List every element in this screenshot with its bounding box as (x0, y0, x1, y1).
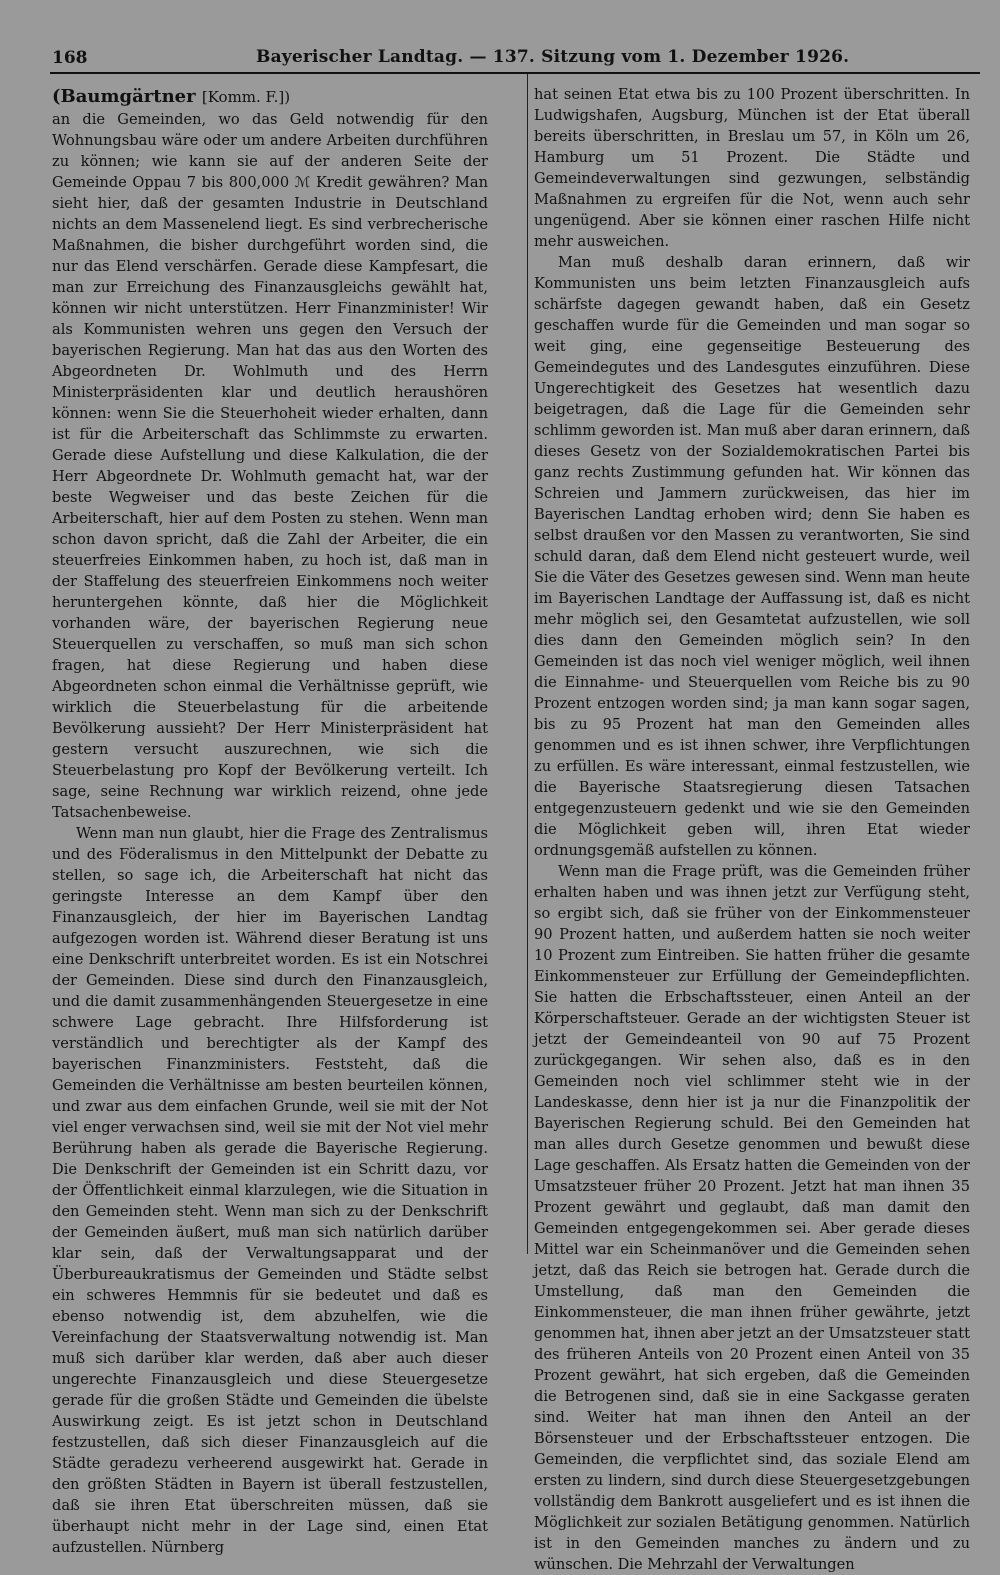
paragraph: an die Gemeinden, wo das Geld notwendig für den Wohnungsbau wäre oder um andere Arbeiten durchführen zu können; wie kann sie auf der anderen Seite der Gemeinde Oppau 7 bis 800,000 ℳ Kredit gewähren? Man sieht hier, daß der gesamten Industrie in Deutschland nichts an dem Massenelend liegt. Es sind verbrecherische Maßnahmen, die bisher durchgeführt worden sind, die nur das Elend verschärfen. Gerade diese Kampfesart, die man zur Erreichung des Finanzausgleichs gewählt hat, können wir nicht unterstützen. Herr Finanzminister! Wir als Kommunisten wehren uns gegen den Versuch der bayerischen Regierung. Man hat das aus den Worten des Abgeordneten Dr. Wohlmuth und des Herrn Ministerpräsidenten klar und deutlich heraushören können: wenn Sie die Steuerhoheit wieder erhalten, dann ist für die Arbeiterschaft das Schlimmste zu erwarten. Gerade diese Aufstellung und diese Kalkulation, die der Herr Abgeordnete Dr. Wohlmuth gemacht hat, war der beste Wegweiser und das beste Zeichen für die Arbeiterschaft, hier auf dem Posten zu stehen. Wenn man schon davon spricht, daß die Zahl der Arbeiter, die ein steuerfreies Einkommen haben, zu hoch ist, daß man in der Staffelung des steuerfreien Einkommens noch weiter heruntergehen könnte, daß hier die Möglichkeit vorhanden wäre, der bayerischen Regierung neue Steuerquellen zu verschaffen, so muß man sich schon fragen, hat diese Regierung und haben diese Abgeordneten schon einmal die Verhältnisse geprüft, wie wirklich die Steuerbelastung für die arbeitende Bevölkerung aussieht? Der Herr Ministerpräsident hat gestern versucht auszurechnen, wie sich die Steuerbelastung pro Kopf der Bevölkerung verteilt. Ich sage, seine Rechnung war wirklich reizend, ohne jede Tatsachenbeweise. (52, 111, 488, 821)
page-header (50, 44, 980, 74)
speaker-party: [Komm. F.]) (201, 88, 291, 106)
speaker-heading (52, 86, 488, 107)
right-column (534, 84, 970, 1575)
paragraph: Wenn man die Frage prüft, was die Gemeinden früher erhalten haben und was ihnen jetzt zur Verfügung steht, so ergibt sich, daß sie früher von der Einkommensteuer 90 Prozent hatten, und außerdem hatten sie noch weiter 10 Prozent zum Eintreiben. Sie hatten früher die gesamte Einkommensteuer zur Erfüllung der Gemeindepflichten. Sie hatten die Erbschaftssteuer, einen Anteil an der Körperschaftsteuer. Gerade an der wichtigsten Steuer ist jetzt der Gemeindeanteil von 90 auf 75 Prozent zurückgegangen. Wir sehen also, daß es in den Gemeinden noch viel schlimmer steht wie in der Landeskasse, denn hier ist ja nur die Finanzpolitik der Bayerischen Regierung schuld. Bei den Gemeinden hat man alles durch Gesetze genommen und bewußt diese Lage geschaffen. Als Ersatz hatten die Gemeinden von der Umsatzsteuer früher 20 Prozent. Jetzt hat man ihnen 35 Prozent gewährt und geglaubt, daß man damit den Gemeinden entgegengekommen sei. Aber gerade dieses Mittel war ein Scheinmanöver und die Gemeinden sehen jetzt, daß das Reich sie betrogen hat. Gerade durch die Umstellung, daß man den Gemeinden die Einkommensteuer, die man ihnen früher gewährte, jetzt genommen hat, ihnen aber jetzt an der Umsatzsteuer statt des früheren Anteils von 20 Prozent einen Anteil von 35 Prozent gewährt, hat sich ergeben, daß die Gemeinden die Betrogenen sind, daß sie in eine Sackgasse geraten sind. Weiter hat man ihnen den Anteil an der Börsensteuer und der Erbschaftssteuer entzogen. Die Gemeinden, die verpflichtet sind, das soziale Elend am ersten zu lindern, sind durch diese Steuergesetzgebungen vollständig dem Bankrott ausgeliefert und es ist ihnen die Möglichkeit zur sozialen Betätigung genommen. Natürlich ist in den Gemeinden manches zu ändern und zu wünschen. Die Mehrzahl der Verwaltungen (534, 863, 970, 1573)
speaker-name: (Baumgärtner (52, 86, 196, 107)
column-divider (527, 74, 528, 1254)
running-head: Bayerischer Landtag. — 137. Sitzung vom 1. Dezember 1926. (256, 47, 850, 67)
left-column (52, 86, 488, 1558)
paragraph: Man muß deshalb daran erinnern, daß wir Kommunisten uns beim letzten Finanzausgleich aufs schärfste dagegen gewandt haben, daß ein Gesetz geschaffen wurde für die Gemeinden und man sogar so weit ging, eine gegenseitige Besteuerung des Gemeindegutes und des Landesgutes einzuführen. Diese Ungerechtigkeit des Gesetzes hat wesentlich dazu beigetragen, daß die Lage für die Gemeinden sehr schlimm geworden ist. Man muß aber daran erinnern, daß dieses Gesetz von der Sozialdemokratischen Partei bis ganz rechts Zustimmung gefunden hat. Wir können das Schreien und Jammern zurückweisen, das hier im Bayerischen Landtag erhoben wird; denn Sie haben es selbst draußen vor den Massen zu verantworten, Sie sind schuld daran, daß dem Elend nicht gesteuert wurde, weil Sie die Väter des Gesetzes gewesen sind. Wenn man heute im Bayerischen Landtage der Auffassung ist, daß es nicht mehr möglich sei, den Gesamtetat aufzustellen, wie soll dies dann den Gemeinden möglich sein? In den Gemeinden ist das noch viel weniger möglich, weil ihnen die Einnahme- und Steuerquellen vom Reiche bis zu 90 Prozent entzogen worden sind; ja man kann sogar sagen, bis zu 95 Prozent hat man den Gemeinden alles genommen und es ist ihnen schwer, ihre Verpflichtungen zu erfüllen. Es wäre interessant, einmal festzustellen, wie die Bayerische Staatsregierung diesen Tatsachen entgegenzusteuern gedenkt und wie sie den Gemeinden die Möglichkeit geben will, ihren Etat wieder ordnungsgemäß aufstellen zu können. (534, 254, 970, 859)
paragraph: hat seinen Etat etwa bis zu 100 Prozent überschritten. In Ludwigshafen, Augsburg, München ist der Etat überall bereits überschritten, in Breslau um 57, in Köln um 26, Hamburg um 51 Prozent. Die Städte und Gemeindeverwaltungen sind gezwungen, selbständig Maßnahmen zu ergreifen für die Not, wenn auch sehr ungenügend. Aber sie können einer raschen Hilfe nicht mehr ausweichen. (534, 86, 970, 250)
paragraph: Wenn man nun glaubt, hier die Frage des Zentralismus und des Föderalismus in den Mittelpunkt der Debatte zu stellen, so sage ich, die Arbeiterschaft hat nicht das geringste Interesse an dem Kampf über den Finanzausgleich, der hier im Bayerischen Landtag aufgezogen worden ist. Während dieser Beratung ist uns eine Denkschrift unterbreitet worden. Es ist ein Notschrei der Gemeinden. Diese sind durch den Finanzausgleich, und die damit zusammenhängenden Steuergesetze in eine schwere Lage gebracht. Ihre Hilfsforderung ist verständlich und berechtigter als der Kampf des bayerischen Finanzministers. Feststeht, daß die Gemeinden die Verhältnisse am besten beurteilen können, und zwar aus dem einfachen Grunde, weil sie mit der Not viel enger verwachsen sind, weil sie mit der Not viel mehr Berührung haben als gerade die Bayerische Regierung. Die Denkschrift der Gemeinden ist ein Schritt dazu, vor der Öffentlichkeit einmal klarzulegen, wie die Situation in den Gemeinden steht. Wenn man sich zu der Denkschrift der Gemeinden äußert, muß man sich natürlich darüber klar sein, daß der Verwaltungsapparat und der Überbureaukratismus der Gemeinden und Städte selbst ein schweres Hemmnis für sie bedeutet und daß es ebenso notwendig ist, dem abzuhelfen, wie die Vereinfachung der Staatsverwaltung notwendig ist. Man muß sich darüber klar werden, daß aber auch dieser ungerechte Finanzausgleich und diese Steuergesetze gerade für die großen Städte und Gemeinden die übelste Auswirkung zeigt. Es ist jetzt schon in Deutschland festzustellen, daß sich dieser Finanzausgleich auf die Städte geradezu verheerend ausgewirkt hat. Gerade in den größten Städten in Bayern ist überall festzustellen, daß sie ihren Etat überschreiten müssen, daß sie überhaupt nicht mehr in der Lage sind, einen Etat aufzustellen. Nürnberg (52, 825, 488, 1556)
page-number: 168 (52, 48, 88, 68)
